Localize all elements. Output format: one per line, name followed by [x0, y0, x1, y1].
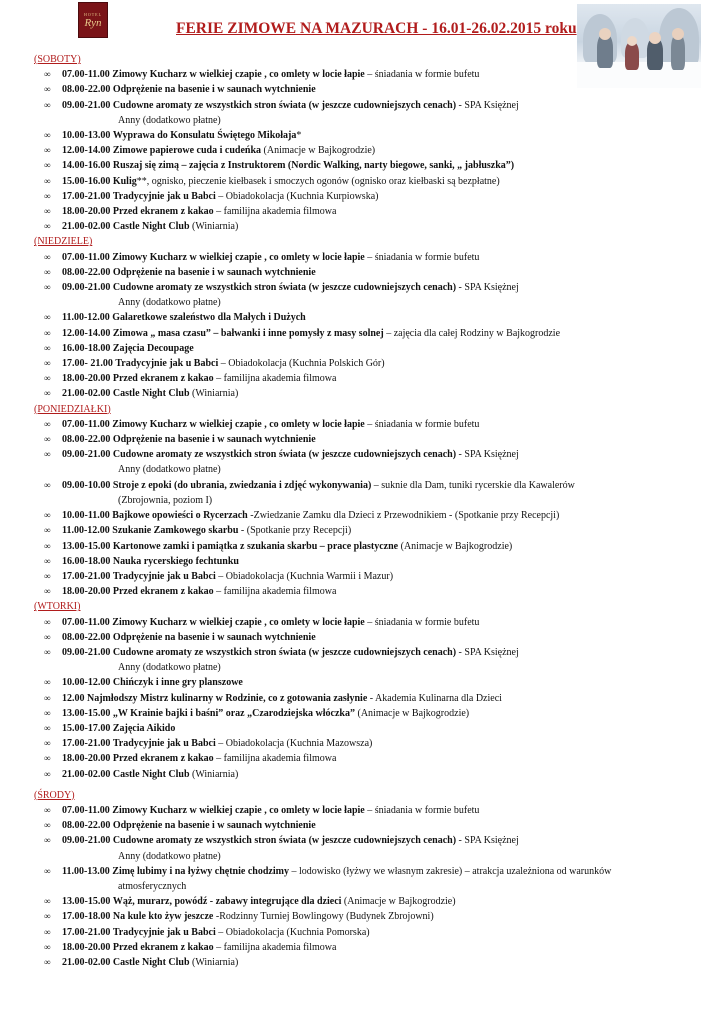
item-time: 13.00-15.00 [62, 540, 111, 552]
bullet-icon: ∞ [44, 221, 51, 232]
schedule-item [34, 280, 714, 295]
item-text [62, 189, 714, 204]
item-time: 21.00-02.00 [62, 956, 111, 968]
item-title: Cudowne aromaty ze wszystkich stron świata (w jeszcze cudowniejszych cenach) [112, 99, 457, 111]
item-continuation: Anny (dodatkowo płatne) [118, 297, 221, 309]
schedule-item [34, 432, 714, 447]
item-title: Castle Night Club [112, 768, 190, 780]
bullet-icon: ∞ [44, 753, 51, 764]
schedule-item [34, 736, 714, 751]
item-detail: – familijna akademia filmowa [213, 753, 337, 765]
item-title: Castle Night Club [112, 956, 190, 968]
bullet-icon: ∞ [44, 449, 51, 460]
bullet-icon: ∞ [44, 266, 51, 277]
item-time: 17.00-21.00 [62, 926, 111, 938]
schedule-item [34, 219, 714, 234]
item-detail: – lodowisko (łyżwy we własnym zakresie) – atrakcja uzależniona od warunków [288, 865, 612, 877]
item-title: Zajęcia Aikido [112, 722, 176, 734]
item-text [62, 803, 714, 818]
item-time: 16.00-18.00 [62, 555, 111, 567]
item-detail: – familijna akademia filmowa [213, 373, 337, 385]
item-detail: – Obiadokolacja (Kuchnia Pomorska) [215, 926, 370, 938]
item-title: Bajkowe opowieści o Rycerzach [112, 510, 248, 522]
item-detail: - SPA Księżnej [456, 282, 519, 294]
item-detail: (Winiarnia) [189, 956, 239, 968]
item-detail: (Animacje w Bajkogrodzie) [341, 896, 456, 908]
schedule-item [34, 204, 714, 219]
schedule [34, 52, 714, 970]
bullet-icon: ∞ [44, 555, 51, 566]
schedule-item [34, 833, 714, 848]
item-text [62, 219, 714, 234]
bullet-icon: ∞ [44, 69, 51, 80]
schedule-item [34, 371, 714, 386]
item-continuation: Anny (dodatkowo płatne) [118, 114, 221, 126]
item-text [62, 523, 714, 538]
bullet-icon: ∞ [44, 865, 51, 876]
item-text [62, 341, 714, 356]
item-time: 08.00-22.00 [62, 266, 111, 278]
bullet-icon: ∞ [44, 434, 51, 445]
item-time: 17.00-21.00 [62, 738, 111, 750]
item-title: Odprężenie na basenie i w saunach wytchnienie [112, 434, 316, 446]
logo-small-text: HOTEL [83, 11, 103, 17]
item-time: 11.00-12.00 [62, 312, 110, 324]
item-text [62, 417, 714, 432]
item-detail: * [296, 130, 302, 142]
item-text [62, 386, 714, 401]
item-text [62, 691, 714, 706]
schedule-item [34, 128, 714, 143]
item-detail: – Obiadokolacja (Kuchnia Mazowsza) [215, 738, 373, 750]
item-text [62, 569, 714, 584]
item-text [62, 554, 714, 569]
item-text [62, 751, 714, 766]
item-text [62, 645, 714, 660]
schedule-item [34, 478, 714, 493]
item-time: 11.00-13.00 [62, 865, 110, 877]
item-detail: -Zwiedzanie Zamku dla Dzieci z Przewodnikiem - (Spotkanie przy Recepcji) [247, 510, 560, 522]
schedule-item [34, 584, 714, 599]
item-text [62, 940, 714, 955]
bullet-icon: ∞ [44, 206, 51, 217]
item-text [62, 925, 714, 940]
item-time: 07.00-11.00 [62, 418, 110, 430]
schedule-item [34, 706, 714, 721]
bullet-icon: ∞ [44, 896, 51, 907]
item-text [62, 280, 714, 295]
item-time: 21.00-02.00 [62, 768, 111, 780]
item-time: 17.00-18.00 [62, 911, 111, 923]
item-text [62, 894, 714, 909]
item-title: Wąż, murarz, powódź - zabawy integrujące dla dzieci [112, 896, 342, 908]
schedule-item [34, 356, 714, 371]
item-title: Odprężenie na basenie i w saunach wytchnienie [112, 84, 316, 96]
item-text [62, 706, 714, 721]
schedule-item [34, 386, 714, 401]
item-time: 08.00-22.00 [62, 84, 111, 96]
bullet-icon: ∞ [44, 145, 51, 156]
item-detail: (Winiarnia) [189, 768, 239, 780]
bullet-icon: ∞ [44, 738, 51, 749]
item-title: Ruszaj się zimą – zajęcia z Instruktorem (Nordic Walking, narty biegowe, sanki, „ jabłuszka”) [112, 160, 515, 172]
item-detail: – śniadania w formie bufetu [364, 418, 480, 430]
schedule-item [34, 508, 714, 523]
item-time: 12.00-14.00 [62, 327, 111, 339]
schedule-item [34, 417, 714, 432]
bullet-icon: ∞ [44, 722, 51, 733]
schedule-item [34, 539, 714, 554]
item-title: Zimowy Kucharz w wielkiej czapie , co omlety w locie łapie [112, 418, 365, 430]
item-detail: - Akademia Kulinarna dla Dzieci [367, 692, 502, 704]
bullet-icon: ∞ [44, 956, 51, 967]
schedule-item [34, 803, 714, 818]
item-title: Tradycyjnie jak u Babci [115, 358, 219, 370]
item-title: Szukanie Zamkowego skarbu [112, 525, 239, 537]
item-time: 08.00-22.00 [62, 434, 111, 446]
schedule-item [34, 174, 714, 189]
schedule-item [34, 955, 714, 970]
bullet-icon: ∞ [44, 570, 51, 581]
item-time: 17.00-21.00 [62, 190, 111, 202]
item-time: 13.00-15.00 [62, 707, 111, 719]
schedule-item [34, 767, 714, 782]
item-time: 17.00- 21.00 [62, 358, 113, 370]
item-title: Przed ekranem z kakao [112, 753, 214, 765]
item-time: 18.00-20.00 [62, 373, 111, 385]
item-title: Cudowne aromaty ze wszystkich stron świata (w jeszcze cudowniejszych cenach) [112, 282, 457, 294]
item-text [62, 326, 714, 341]
schedule-item [34, 143, 714, 158]
item-title: Wyprawa do Konsulatu Świętego Mikołaja [112, 130, 297, 142]
item-title: Zimowa „ masa czasu” – bałwanki i inne pomysły z masy solnej [112, 327, 384, 339]
item-text [62, 767, 714, 782]
bullet-icon: ∞ [44, 358, 51, 369]
item-title: Odprężenie na basenie i w saunach wytchnienie [112, 820, 316, 832]
schedule-item [34, 818, 714, 833]
item-title: Cudowne aromaty ze wszystkich stron świata (w jeszcze cudowniejszych cenach) [112, 835, 457, 847]
item-time: 09.00-21.00 [62, 835, 111, 847]
item-detail: – suknie dla Dam, tuniki rycerskie dla Kawalerów [371, 479, 575, 491]
item-detail: (Animacje w Bajkogrodzie) [398, 540, 513, 552]
schedule-item [34, 265, 714, 280]
item-text [62, 615, 714, 630]
item-title: Najmłodszy Mistrz kulinarny w Rodzinie, co z gotowania zasłynie [87, 692, 368, 704]
item-time: 13.00-15.00 [62, 896, 111, 908]
item-title: Odprężenie na basenie i w saunach wytchnienie [112, 631, 316, 643]
item-text [62, 67, 714, 82]
bullet-icon: ∞ [44, 282, 51, 293]
bullet-icon: ∞ [44, 835, 51, 846]
schedule-item [34, 82, 714, 97]
item-continuation: (Zbrojownia, poziom I) [118, 494, 213, 506]
schedule-item [34, 894, 714, 909]
item-time: 09.00-21.00 [62, 99, 111, 111]
item-detail: - SPA Księżnej [456, 449, 519, 461]
schedule-item [34, 523, 714, 538]
item-title: Odprężenie na basenie i w saunach wytchnienie [112, 266, 316, 278]
item-title: Galaretkowe szaleństwo dla Małych i Dużych [112, 312, 306, 324]
bullet-icon: ∞ [44, 540, 51, 551]
item-time: 12.00-14.00 [62, 145, 111, 157]
item-time: 16.00-18.00 [62, 342, 111, 354]
bullet-icon: ∞ [44, 175, 51, 186]
schedule-item [34, 925, 714, 940]
hotel-logo [78, 2, 108, 38]
item-time: 10.00-11.00 [62, 510, 110, 522]
item-detail: – familijna akademia filmowa [213, 941, 337, 953]
item-time: 15.00-17.00 [62, 722, 111, 734]
item-text [62, 478, 714, 493]
bullet-icon: ∞ [44, 312, 51, 323]
bullet-icon: ∞ [44, 160, 51, 171]
item-text [62, 204, 714, 219]
bullet-icon: ∞ [44, 941, 51, 952]
item-text [62, 833, 714, 848]
schedule-item [34, 98, 714, 113]
item-title: Tradycyjnie jak u Babci [112, 738, 216, 750]
item-detail: (Winiarnia) [189, 388, 239, 400]
bullet-icon: ∞ [44, 646, 51, 657]
item-title: Stroje z epoki (do ubrania, zwiedzania i zdjęć wykonywania) [112, 479, 372, 491]
schedule-item [34, 864, 714, 879]
schedule-item [34, 189, 714, 204]
item-title: Tradycyjnie jak u Babci [112, 570, 216, 582]
item-title: Nauka rycerskiego fechtunku [112, 555, 239, 567]
item-detail: (Winiarnia) [189, 221, 239, 233]
schedule-item [34, 751, 714, 766]
item-text [62, 508, 714, 523]
schedule-item [34, 909, 714, 924]
bullet-icon: ∞ [44, 388, 51, 399]
bullet-icon: ∞ [44, 342, 51, 353]
item-detail: (Animacje w Bajkogrodzie) [354, 707, 470, 719]
item-text [62, 447, 714, 462]
schedule-item [34, 721, 714, 736]
item-time: 09.00-21.00 [62, 282, 111, 294]
item-time: 17.00-21.00 [62, 570, 111, 582]
item-time: 11.00-12.00 [62, 525, 110, 537]
item-text [62, 721, 714, 736]
item-text [62, 539, 714, 554]
item-title: Cudowne aromaty ze wszystkich stron świata (w jeszcze cudowniejszych cenach) [112, 449, 457, 461]
item-text [62, 250, 714, 265]
item-text [62, 265, 714, 280]
bullet-icon: ∞ [44, 820, 51, 831]
bullet-icon: ∞ [44, 525, 51, 536]
item-time: 12.00 [62, 692, 87, 704]
item-time: 18.00-20.00 [62, 941, 111, 953]
item-title: Zimowy Kucharz w wielkiej czapie , co omlety w locie łapie [112, 616, 365, 628]
logo-name: Ryn [84, 16, 102, 29]
item-time: 18.00-20.00 [62, 753, 111, 765]
bullet-icon: ∞ [44, 707, 51, 718]
item-text [62, 143, 714, 158]
item-time: 18.00-20.00 [62, 206, 111, 218]
item-detail: – familijna akademia filmowa [213, 586, 337, 598]
item-detail: - (Spotkanie przy Recepcji) [238, 525, 352, 537]
item-title: Zimowy Kucharz w wielkiej czapie , co omlety w locie łapie [112, 804, 365, 816]
item-title: „W Krainie bajki i baśni” oraz „Czarodziejska włóczka” [112, 707, 355, 719]
item-continuation: atmosferycznych [118, 880, 187, 892]
item-detail: – Obiadokolacja (Kuchnia Warmii i Mazur) [215, 570, 394, 582]
item-detail: – śniadania w formie bufetu [364, 616, 480, 628]
schedule-item [34, 310, 714, 325]
schedule-item [34, 615, 714, 630]
item-time: 21.00-02.00 [62, 388, 111, 400]
item-title: Zimowe papierowe cuda i cudeńka [112, 145, 262, 157]
item-time: 10.00-12.00 [62, 677, 111, 689]
item-time: 10.00-13.00 [62, 130, 111, 142]
schedule-item [34, 630, 714, 645]
item-text [62, 158, 714, 173]
item-time: 09.00-21.00 [62, 449, 111, 461]
item-title: Kulig [112, 175, 137, 187]
item-detail: -Rodzinny Turniej Bowlingowy (Budynek Zbrojowni) [213, 911, 434, 923]
item-text [62, 909, 714, 924]
bullet-icon: ∞ [44, 911, 51, 922]
item-detail: **, ognisko, pieczenie kiełbasek i smoczych ogonów (ognisko oraz kiełbaski są bezpłatne) [136, 175, 500, 187]
item-text [62, 432, 714, 447]
item-text [62, 675, 714, 690]
schedule-item [34, 341, 714, 356]
bullet-icon: ∞ [44, 926, 51, 937]
bullet-icon: ∞ [44, 418, 51, 429]
bullet-icon: ∞ [44, 510, 51, 521]
item-time: 21.00-02.00 [62, 221, 111, 233]
bullet-icon: ∞ [44, 677, 51, 688]
item-title: Tradycyjnie jak u Babci [112, 190, 216, 202]
bullet-icon: ∞ [44, 373, 51, 384]
schedule-item [34, 326, 714, 341]
day-heading: (SOBOTY) [34, 54, 81, 65]
item-text [62, 310, 714, 325]
item-title: Chińczyk i inne gry planszowe [112, 677, 243, 689]
bullet-icon: ∞ [44, 84, 51, 95]
schedule-item [34, 569, 714, 584]
item-text [62, 174, 714, 189]
bullet-icon: ∞ [44, 804, 51, 815]
item-text [62, 356, 714, 371]
schedule-item [34, 554, 714, 569]
day-heading: (ŚRODY) [34, 789, 75, 801]
item-text [62, 630, 714, 645]
schedule-item [34, 675, 714, 690]
item-detail: – śniadania w formie bufetu [364, 69, 480, 81]
day-heading: (NIEDZIELE) [34, 236, 93, 248]
item-text [62, 818, 714, 833]
item-detail: - SPA Księżnej [456, 646, 519, 658]
bullet-icon: ∞ [44, 631, 51, 642]
bullet-icon: ∞ [44, 768, 51, 779]
item-title: Zimowy Kucharz w wielkiej czapie , co omlety w locie łapie [112, 251, 365, 263]
bullet-icon: ∞ [44, 251, 51, 262]
item-text [62, 371, 714, 386]
item-title: Castle Night Club [112, 388, 190, 400]
item-time: 08.00-22.00 [62, 631, 111, 643]
item-text [62, 584, 714, 599]
item-detail: – śniadania w formie bufetu [364, 251, 480, 263]
bullet-icon: ∞ [44, 586, 51, 597]
day-heading: (WTORKI) [34, 601, 81, 613]
item-time: 08.00-22.00 [62, 820, 111, 832]
item-title: Castle Night Club [112, 221, 190, 233]
item-time: 07.00-11.00 [62, 251, 110, 263]
bullet-icon: ∞ [44, 327, 51, 338]
item-time: 07.00-11.00 [62, 69, 110, 81]
item-title: Zimowy Kucharz w wielkiej czapie , co omlety w locie łapie [112, 69, 365, 81]
item-title: Cudowne aromaty ze wszystkich stron świata (w jeszcze cudowniejszych cenach) [112, 646, 457, 658]
item-time: 14.00-16.00 [62, 160, 111, 172]
item-title: Przed ekranem z kakao [112, 941, 214, 953]
item-text [62, 864, 714, 879]
item-title: Przed ekranem z kakao [112, 373, 214, 385]
item-detail: - SPA Księżnej [456, 99, 519, 111]
item-title: Zimę lubimy i na łyżwy chętnie chodzimy [112, 865, 289, 877]
schedule-item [34, 447, 714, 462]
item-detail: – zajęcia dla całej Rodziny w Bajkogrodzie [383, 327, 561, 339]
item-continuation: Anny (dodatkowo płatne) [118, 464, 221, 476]
bullet-icon: ∞ [44, 130, 51, 141]
schedule-item [34, 691, 714, 706]
item-time: 15.00-16.00 [62, 175, 111, 187]
item-detail: - SPA Księżnej [456, 835, 519, 847]
bullet-icon: ∞ [44, 479, 51, 490]
bullet-icon: ∞ [44, 190, 51, 201]
bullet-icon: ∞ [44, 99, 51, 110]
item-detail: (Animacje w Bajkogrodzie) [261, 145, 376, 157]
item-text [62, 955, 714, 970]
item-detail: – śniadania w formie bufetu [364, 804, 480, 816]
schedule-item [34, 158, 714, 173]
bullet-icon: ∞ [44, 616, 51, 627]
item-time: 07.00-11.00 [62, 804, 110, 816]
item-title: Tradycyjnie jak u Babci [112, 926, 216, 938]
schedule-item [34, 67, 714, 82]
item-detail: – Obiadokolacja (Kuchnia Kurpiowska) [215, 190, 379, 202]
item-text [62, 82, 714, 97]
schedule-item [34, 250, 714, 265]
item-title: Zajęcia Decoupage [112, 342, 194, 354]
item-time: 09.00-10.00 [62, 479, 111, 491]
item-detail: – familijna akademia filmowa [213, 206, 337, 218]
item-time: 09.00-21.00 [62, 646, 111, 658]
schedule-item [34, 940, 714, 955]
item-title: Kartonowe zamki i pamiątka z szukania skarbu – prace plastyczne [112, 540, 399, 552]
item-continuation: Anny (dodatkowo płatne) [118, 850, 221, 862]
item-continuation: Anny (dodatkowo płatne) [118, 662, 221, 674]
bullet-icon: ∞ [44, 692, 51, 703]
item-title: Przed ekranem z kakao [112, 586, 214, 598]
item-title: Na kule kto żyw jeszcze [112, 911, 214, 923]
day-heading: (PONIEDZIAŁKI) [34, 403, 111, 415]
item-text [62, 736, 714, 751]
item-time: 07.00-11.00 [62, 616, 110, 628]
item-title: Przed ekranem z kakao [112, 206, 214, 218]
item-time: 18.00-20.00 [62, 586, 111, 598]
item-text [62, 98, 714, 113]
schedule-item [34, 645, 714, 660]
item-text [62, 128, 714, 143]
item-detail: – Obiadokolacja (Kuchnia Polskich Gór) [218, 358, 385, 370]
page-title: FERIE ZIMOWE NA MAZURACH - 16.01-26.02.2015 roku [176, 20, 577, 37]
